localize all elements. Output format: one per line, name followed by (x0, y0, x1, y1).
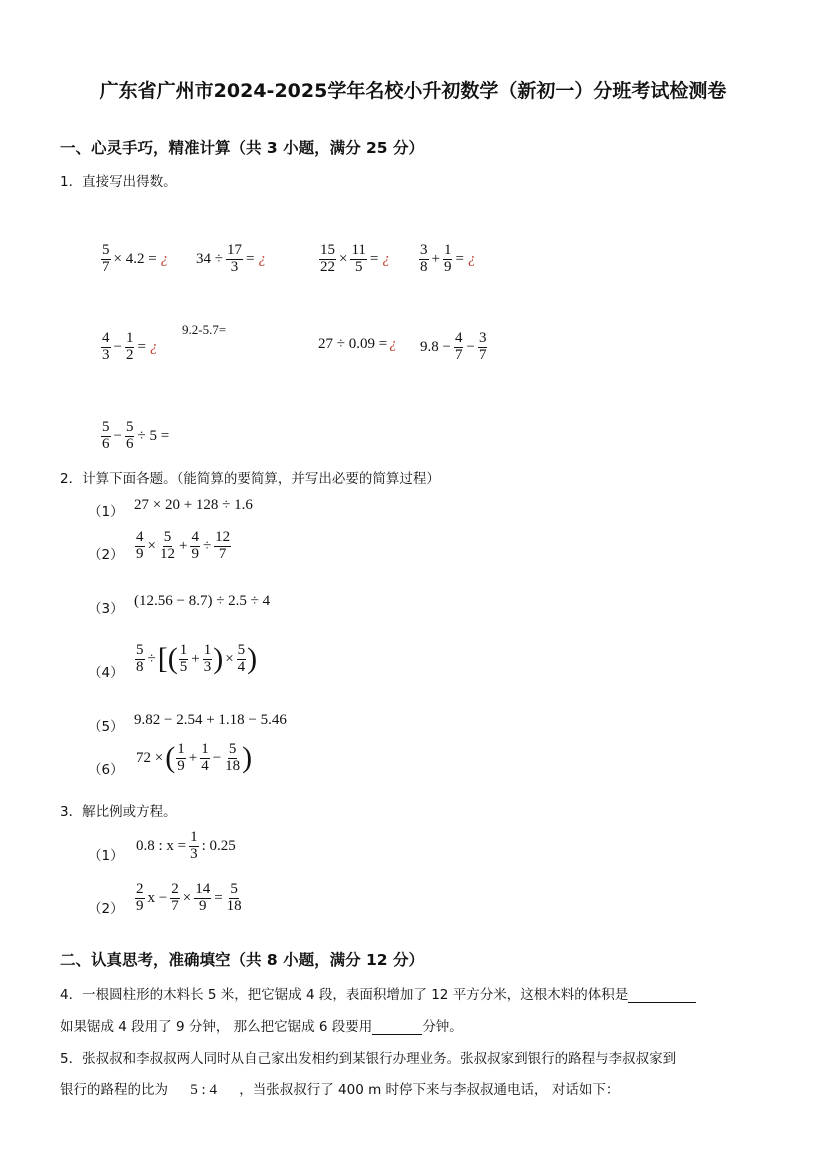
q2-2-number: （2） (88, 547, 124, 563)
q2-3-expr: (12.56 − 8.7) ÷ 2.5 ÷ 4 (134, 593, 271, 609)
right-paren: ) (242, 741, 253, 775)
answer-blank[interactable] (628, 1002, 696, 1003)
q1-item-f: 9.2-5.7= (182, 322, 227, 337)
q1-item-e: $\frac{4}{3}$ − $\frac{1}{2}$ = ¿ (102, 330, 158, 363)
q3-2-expr: $\frac{2}{9}$ x − $\frac{2}{7}$ × $\frac{14}{9}$ = $\frac{5}{18}$ (136, 881, 242, 914)
q1-item-c: $\frac{15}{22}$ × $\frac{11}{5}$ = ¿ (320, 242, 390, 275)
q2-6-number: （6） (88, 762, 124, 778)
right-paren-outer: ) (247, 642, 258, 676)
section-2-heading: 二、认真思考，准确填空（共 8 小题，满分 12 分） (60, 951, 424, 969)
q2-1-expr: 27 × 20 + 128 ÷ 1.6 (134, 497, 253, 513)
q3-2-number: （2） (88, 901, 124, 917)
left-bracket: [ (157, 642, 168, 676)
q2-2-expr: $\frac{4}{9}$ × $\frac{5}{12}$ + $\frac{4}{9}$ ÷ $\frac{12}{7}$ (136, 529, 231, 562)
question-4-line-2: 如果锯成 4 段用了 9 分钟， 那么把它锯成 6 段要用 分钟。 (60, 1019, 463, 1035)
page-title: 广东省广州市2024-2025学年名校小升初数学（新初一）分班考试检测卷 (99, 80, 727, 102)
q3-1-expr: 0.8 : x = $\frac{1}{3}$ : 0.25 (136, 829, 236, 862)
q3-1-number: （1） (88, 848, 124, 864)
q2-4-expr: $\frac{5}{8}$ ÷ [ ( $\frac{1}{5}$ + $\frac{1}{3}$ ) × $\frac{5}{4}$ ) (136, 642, 258, 676)
question-3-label: 3．解比例或方程。 (60, 804, 177, 820)
q1-item-g: 27 ÷ 0.09 = ¿ (318, 336, 397, 352)
q2-5-expr: 9.82 − 2.54 + 1.18 − 5.46 (134, 712, 287, 728)
q2-6-expr: 72 × ( $\frac{1}{9}$ + $\frac{1}{4}$ − $\frac{5}{18}$ ) (136, 741, 253, 775)
q1-item-h: 9.8 − $\frac{4}{7}$ − $\frac{3}{7}$ (420, 330, 487, 363)
question-4-line-1: 4．一根圆柱形的木料长 5 米，把它锯成 4 段，表面积增加了 12 平方分米，这根木料的体积是 (60, 983, 696, 1003)
q2-1-number: （1） (88, 504, 124, 520)
left-paren: ( (167, 642, 178, 676)
q2-4-number: （4） (88, 665, 124, 681)
q1-item-d: $\frac{3}{8}$ + $\frac{1}{9}$ = ¿ (420, 242, 476, 275)
answer-blank[interactable] (372, 1034, 422, 1035)
left-paren: ( (165, 741, 176, 775)
question-1-label: 1．直接写出得数。 (60, 174, 177, 190)
q1-item-i: $\frac{5}{6}$ − $\frac{5}{6}$ ÷ 5 = (102, 419, 170, 452)
question-2-label: 2．计算下面各题。（能简算的要简算，并写出必要的简算过程） (60, 471, 440, 487)
question-5-line-2: 银行的路程的比为 5 : 4 ，当张叔叔行了 400 m 时停下来与李叔叔通电话， 对话如下： (60, 1082, 620, 1098)
q2-3-number: （3） (88, 601, 124, 617)
q1-item-a: $\frac{5}{7}$ × 4.2 = ¿ (102, 242, 169, 275)
right-paren: ) (213, 642, 224, 676)
section-1-heading: 一、心灵手巧，精准计算（共 3 小题，满分 25 分） (60, 139, 424, 157)
ratio-value: 5 : 4 (190, 1082, 217, 1098)
q2-5-number: （5） (88, 719, 124, 735)
question-5-line-1: 5．张叔叔和李叔叔两人同时从自己家出发相约到某银行办理业务。张叔叔家到银行的路程与李叔叔家到 (60, 1051, 677, 1067)
q1-item-b: 34 ÷ $\frac{17}{3}$ = ¿ (196, 242, 266, 275)
